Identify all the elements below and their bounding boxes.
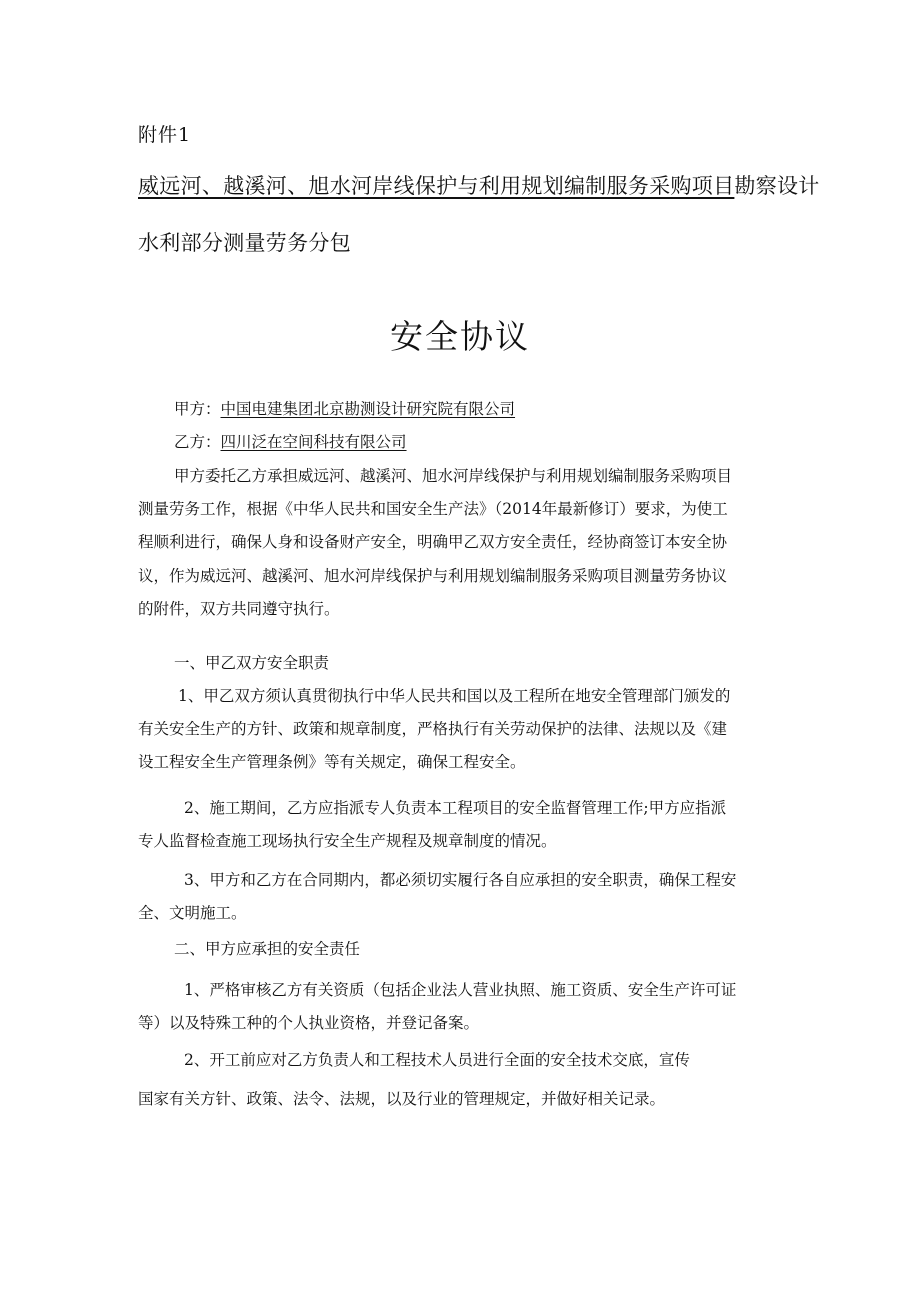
project-title-underlined: 威远河、越溪河、旭水河岸线保护与利用规划编制服务采购项目 — [138, 174, 735, 198]
intro-line: 的附件，双方共同遵守执行。 — [138, 599, 340, 618]
section1-heading: 一、甲乙双方安全职责 — [174, 654, 330, 672]
section2-item1-line: 1、严格审核乙方有关资质（包括企业法人营业执照、施工资质、安全生产许可证 — [184, 981, 737, 999]
section1-item3-line: 3、甲方和乙方在合同期内，都必须切实履行各自应承担的安全职责，确保工程安 — [184, 871, 737, 889]
section2-item2-continued — [138, 1083, 788, 1116]
party-a-name: 中国电建集团北京勘测设计研究院有限公司 — [220, 400, 516, 418]
project-title-rest: 勘察设计 — [734, 174, 820, 198]
section2-item1-line: 等）以及特殊工种的个人执业资格，并登记备案。 — [138, 1014, 480, 1033]
attachment-label: 附件1 — [138, 124, 192, 146]
section1-item3 — [138, 864, 788, 930]
section2-item1 — [138, 974, 788, 1040]
project-title — [138, 172, 820, 200]
section1-item2 — [138, 792, 788, 858]
section1-item1-line: 1、甲乙双方须认真贯彻执行中华人民共和国以及工程所在地安全管理部门颁发的 — [178, 687, 731, 705]
party-a — [138, 393, 788, 426]
section2-heading: 二、甲方应承担的安全责任 — [174, 940, 361, 958]
section1-item1-line: 有关安全生产的方针、政策和规章制度，严格执行有关劳动保护的法律、法规以及《建 — [138, 720, 728, 739]
party-b-name: 四川泛在空间科技有限公司 — [220, 433, 407, 451]
intro-line: 甲方委托乙方承担威远河、越溪河、旭水河岸线保护与利用规划编制服务采购项目 — [174, 467, 733, 485]
section2-item2-line: 2、开工前应对乙方负责人和工程技术人员进行全面的安全技术交底，宣传 — [184, 1051, 690, 1069]
section1-item1-line: 设工程安全生产管理条例》等有关规定，确保工程安全。 — [138, 753, 526, 772]
intro-line: 程顺利进行，确保人身和设备财产安全，明确甲乙双方安全责任，经协商签订本安全协 — [138, 533, 728, 552]
party-a-label: 甲方： — [174, 400, 221, 418]
section1-item1 — [138, 680, 788, 780]
section2-item2 — [138, 1044, 788, 1077]
section1-item2-line: 专人监督检查施工现场执行安全生产规程及规章制度的情况。 — [138, 832, 557, 851]
section2-item2-line: 国家有关方针、政策、法令、法规，以及行业的管理规定，并做好相关记录。 — [138, 1090, 666, 1108]
section1-item2-line: 2、施工期间，乙方应指派专人负责本工程项目的安全监督管理工作;甲方应指派 — [184, 799, 727, 817]
project-subtitle: 水利部分测量劳务分包 — [138, 231, 351, 255]
section1-item3-line: 全、文明施工。 — [138, 904, 247, 923]
intro-paragraph — [138, 460, 788, 626]
intro-line: 测量劳务工作，根据《中华人民共和国安全生产法》（2014年最新修订）要求，为使工 — [138, 500, 728, 519]
document-title: 安全协议 — [390, 317, 530, 356]
party-b-label: 乙方： — [174, 433, 221, 451]
party-b — [138, 426, 788, 459]
intro-line: 议，作为威远河、越溪河、旭水河岸线保护与利用规划编制服务采购项目测量劳务协议 — [138, 566, 728, 585]
